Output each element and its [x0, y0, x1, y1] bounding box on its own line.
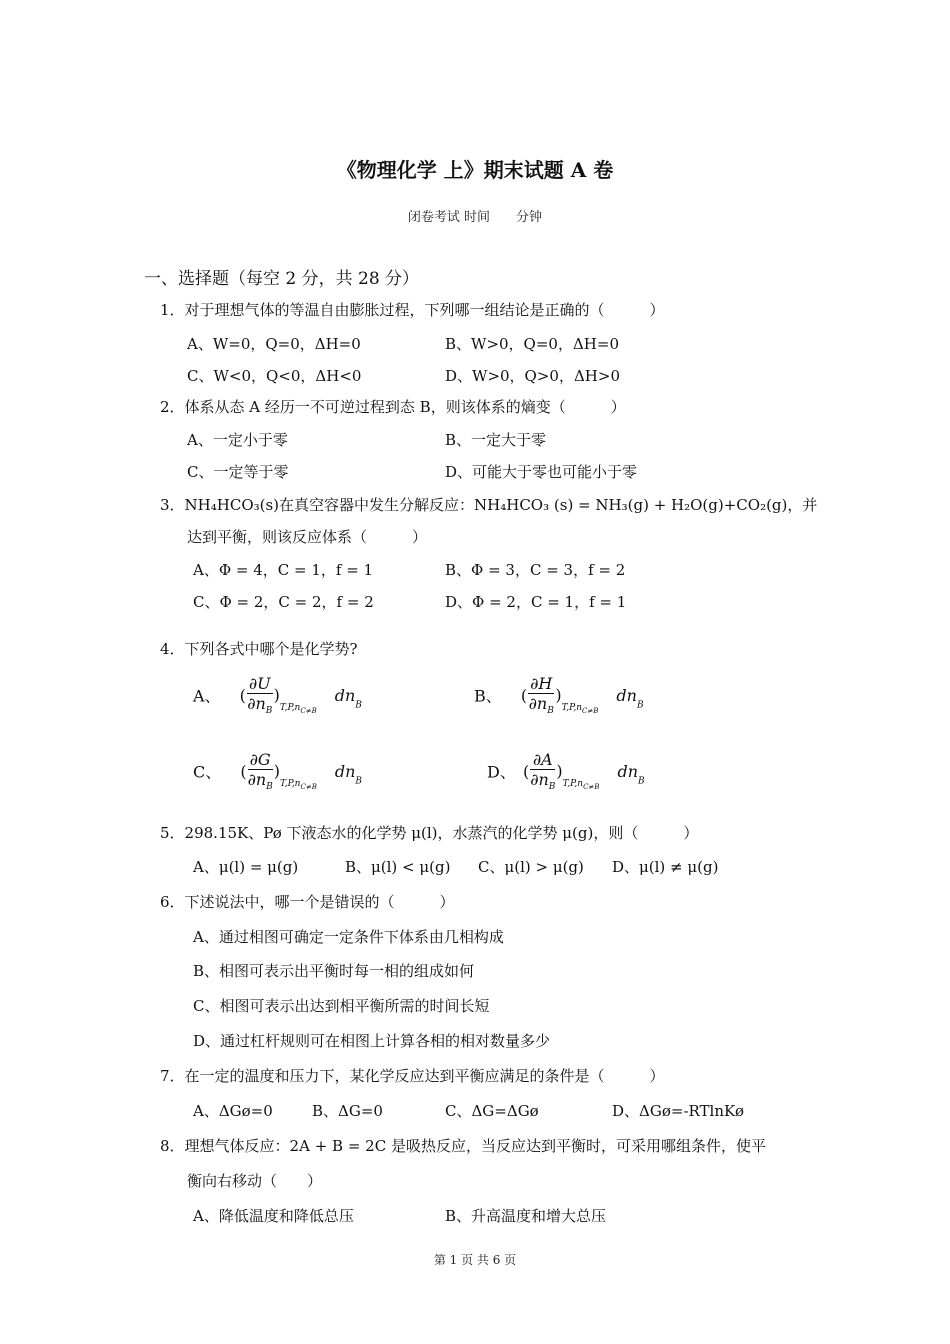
- derivative-numerator: ∂H: [530, 674, 553, 693]
- question-4-stem: 4．下列各式中哪个是化学势?: [160, 640, 358, 658]
- page-title: 《物理化学 上》期末试题 A 卷: [336, 158, 614, 182]
- question-8-stem-line2: 衡向右移动（ ）: [187, 1172, 323, 1190]
- denominator-subscript: B: [266, 782, 273, 793]
- question-1-stem: 1．对于理想气体的等温自由膨胀过程，下列哪一组结论是正确的（ ）: [160, 301, 665, 319]
- question-4-option-d: D、 ( $\frac{\partial A}{\partial n_B}$ )$_{T,P,n_{C\ne B}}dn_B$: [487, 750, 645, 793]
- constraint-subscript: T,P,nC≠B: [280, 778, 317, 791]
- differential-subscript: B: [355, 776, 363, 787]
- question-7-option-d: D、ΔGø=-RTlnKø: [612, 1102, 744, 1120]
- constraint-subscript: T,P,nC≠B: [279, 702, 317, 715]
- option-label: A、: [193, 686, 221, 706]
- derivative-numerator: ∂U: [248, 674, 271, 693]
- question-4-option-b: B、 ( $\frac{\partial H}{\partial n_B}$ )$_{T,P,n_{C\ne B}}dn_B$: [474, 674, 644, 717]
- page-footer: 第 1 页 共 6 页: [433, 1253, 517, 1267]
- derivative-denominator: ∂n: [528, 694, 548, 713]
- question-3-option-d: D、Φ = 2，C = 1，f = 1: [445, 593, 627, 611]
- question-2-option-c: C、一定等于零: [187, 463, 289, 481]
- denominator-subscript: B: [265, 706, 273, 717]
- denominator-subscript: B: [548, 782, 556, 793]
- question-1-option-d: D、W>0，Q>0，ΔH>0: [445, 367, 620, 385]
- question-6-stem: 6．下述说法中，哪一个是错误的（ ）: [160, 893, 455, 911]
- question-3-stem-line1: 3．NH₄HCO₃(s)在真空容器中发生分解反应：NH₄HCO₃ (s) = NH₃(g) + H₂O(g)+CO₂(g)，并: [160, 496, 818, 514]
- differential: dn: [617, 761, 638, 781]
- question-5-option-a: A、μ(l) = μ(g): [193, 858, 299, 876]
- differential: dn: [334, 761, 356, 781]
- question-7-option-b: B、ΔG=0: [312, 1102, 383, 1120]
- question-2-option-a: A、一定小于零: [187, 431, 288, 449]
- differential-subscript: B: [636, 700, 644, 711]
- question-2-option-d: D、可能大于零也可能小于零: [445, 463, 638, 481]
- question-5-option-b: B、μ(l) < μ(g): [345, 858, 451, 876]
- constraint-subscript: T,P,nC≠B: [562, 778, 600, 791]
- constraint-subscript: T,P,nC≠B: [561, 702, 599, 715]
- question-5-option-c: C、μ(l) > μ(g): [478, 858, 584, 876]
- question-5-stem: 5．298.15K、Pø 下液态水的化学势 μ(l)，水蒸汽的化学势 μ(g)，则（ ）: [160, 824, 699, 842]
- question-1-option-a: A、W=0，Q=0，ΔH=0: [187, 335, 361, 353]
- question-7-stem: 7．在一定的温度和压力下，某化学反应达到平衡应满足的条件是（ ）: [160, 1067, 665, 1085]
- option-label: D、: [487, 762, 516, 782]
- question-4-option-c: C、 ( $\frac{\partial G}{\partial n_B}$ )$_{T,P,n_{C\ne B}}dn_B$: [193, 750, 363, 793]
- question-2-option-b: B、一定大于零: [445, 431, 547, 449]
- question-6-option-b: B、相图可表示出平衡时每一相的组成如何: [193, 962, 475, 980]
- question-6-option-c: C、相图可表示出达到相平衡所需的时间长短: [193, 997, 490, 1015]
- question-3-stem-line2: 达到平衡，则该反应体系（ ）: [187, 528, 428, 546]
- exam-info: 闭卷考试 时间 分钟: [407, 210, 543, 225]
- question-7-option-a: A、ΔGø=0: [193, 1102, 273, 1120]
- question-8-option-a: A、降低温度和降低总压: [193, 1207, 354, 1225]
- question-8-option-b: B、升高温度和增大总压: [445, 1207, 607, 1225]
- question-4-option-a: A、 ( $\frac{\partial U}{\partial n_B}$ )$_{T,P,n_{C\ne B}}dn_B$: [193, 674, 362, 717]
- differential-subscript: B: [638, 776, 645, 787]
- derivative-denominator: ∂n: [530, 770, 549, 789]
- question-8-stem-line1: 8．理想气体反应：2A + B = 2C 是吸热反应，当反应达到平衡时，可采用哪组条件，使平: [160, 1137, 766, 1155]
- question-2-stem: 2．体系从态 A 经历一不可逆过程到态 B，则该体系的熵变（ ）: [160, 398, 626, 416]
- question-5-option-d: D、μ(l) ≠ μ(g): [612, 858, 719, 876]
- question-6-option-d: D、通过杠杆规则可在相图上计算各相的相对数量多少: [193, 1032, 551, 1050]
- denominator-subscript: B: [547, 706, 554, 717]
- question-1-option-c: C、W<0，Q<0，ΔH<0: [187, 367, 362, 385]
- option-label: C、: [193, 762, 222, 782]
- derivative-numerator: ∂G: [248, 750, 273, 770]
- differential-subscript: B: [355, 700, 362, 711]
- derivative-denominator: ∂n: [247, 770, 267, 789]
- question-3-option-a: A、Φ = 4，C = 1，f = 1: [193, 561, 374, 579]
- section-heading: 一、选择题（每空 2 分，共 28 分）: [144, 269, 420, 289]
- derivative-numerator: ∂A: [530, 750, 555, 770]
- question-7-option-c: C、ΔG=ΔGø: [445, 1102, 539, 1120]
- question-1-option-b: B、W>0，Q=0，ΔH=0: [445, 335, 619, 353]
- question-6-option-a: A、通过相图可确定一定条件下体系由几相构成: [193, 928, 504, 946]
- option-label: B、: [474, 686, 502, 706]
- derivative-denominator: ∂n: [247, 694, 266, 713]
- question-3-option-b: B、Φ = 3，C = 3，f = 2: [445, 561, 626, 579]
- question-3-option-c: C、Φ = 2，C = 2，f = 2: [193, 593, 374, 611]
- differential: dn: [616, 685, 637, 705]
- differential: dn: [334, 685, 356, 705]
